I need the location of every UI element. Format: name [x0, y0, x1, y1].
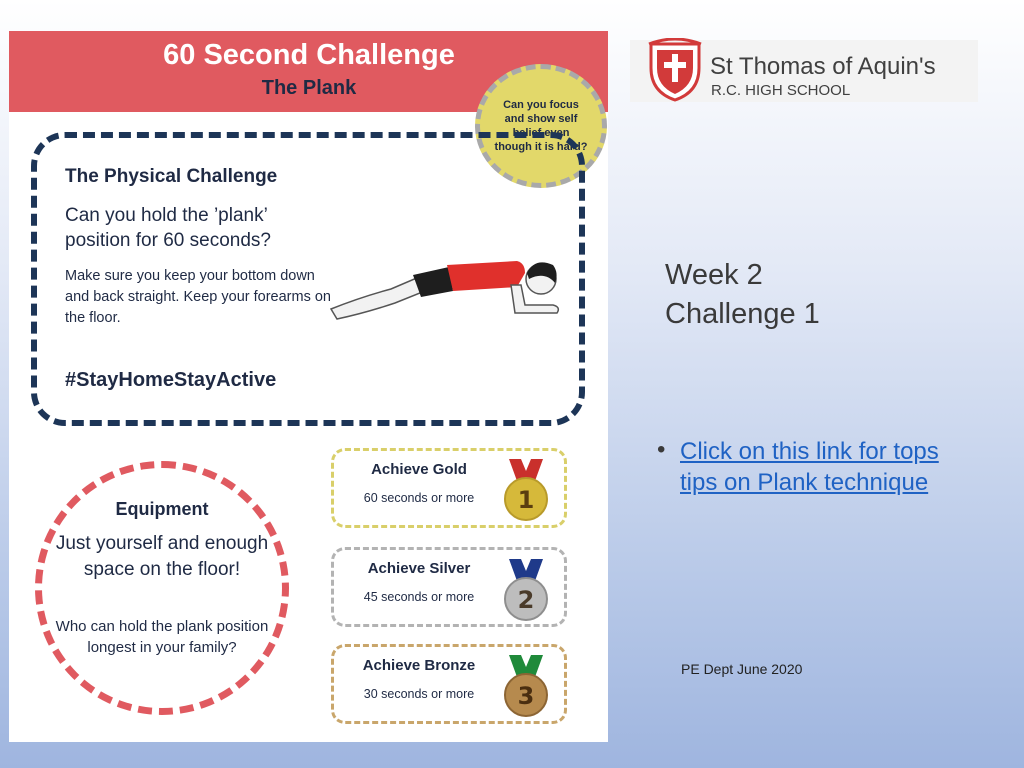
achieve-gold-title: Achieve Gold — [371, 461, 467, 478]
gold-medal-number: 1 — [517, 486, 535, 514]
physical-challenge-question: Can you hold the ’plank’ position for 60 seconds? — [65, 205, 271, 251]
poster-subtitle: The Plank — [261, 77, 357, 99]
bronze-medal-icon — [501, 653, 551, 719]
hashtag: #StayHomeStayActive — [65, 369, 277, 391]
poster-title: 60 Second Challenge — [163, 39, 455, 71]
achieve-gold-desc: 60 seconds or more — [363, 491, 475, 505]
equipment-text: Just yourself and enough space on the floor! — [55, 533, 269, 580]
slide-title-line1: Week 2 — [665, 259, 763, 291]
physical-challenge-tip: Make sure you keep your bottom down and back straight. Keep your forearms on the floor. — [65, 268, 331, 326]
achieve-silver-desc: 45 seconds or more — [363, 590, 475, 604]
silver-medal-number: 2 — [517, 586, 535, 614]
school-name: St Thomas of Aquin's — [710, 53, 936, 80]
achieve-bronze-title: Achieve Bronze — [362, 657, 476, 674]
achieve-silver-title: Achieve Silver — [367, 560, 471, 577]
silver-medal-icon — [501, 557, 551, 623]
achieve-bronze-desc: 30 seconds or more — [363, 687, 475, 701]
school-subtitle: R.C. HIGH SCHOOL — [711, 82, 851, 99]
bronze-medal-number: 3 — [517, 682, 535, 710]
footer-note: PE Dept June 2020 — [681, 661, 803, 677]
equipment-heading: Equipment — [115, 499, 209, 519]
school-crest-icon — [645, 38, 705, 104]
slide-title-line2: Challenge 1 — [665, 298, 820, 330]
bullet-icon: • — [657, 436, 666, 463]
physical-challenge-heading: The Physical Challenge — [65, 166, 278, 187]
plank-technique-link[interactable]: Click on this link for tops tips on Plank technique — [680, 438, 939, 496]
challenge-poster — [9, 31, 608, 742]
gold-medal-icon — [501, 457, 551, 523]
slide-title — [665, 256, 965, 334]
equipment-question: Who can hold the plank position longest in your family? — [55, 618, 269, 656]
badge-text: Can you focus and show self belief even though it is hard? — [494, 99, 588, 153]
plank-figure-icon — [321, 227, 571, 327]
